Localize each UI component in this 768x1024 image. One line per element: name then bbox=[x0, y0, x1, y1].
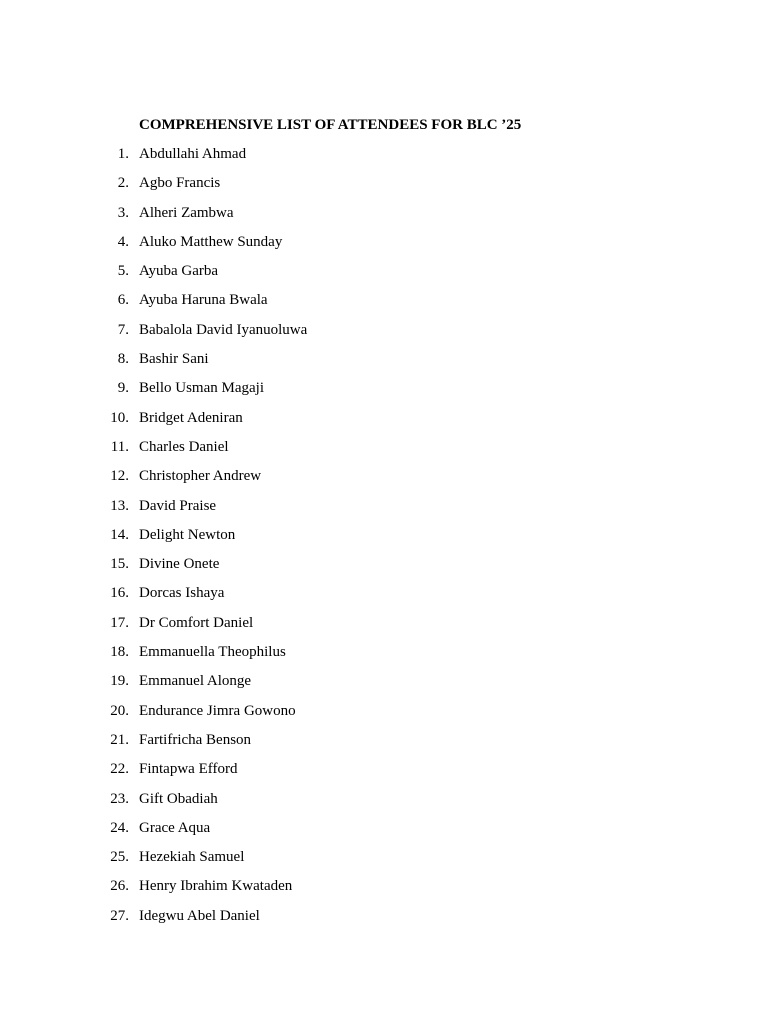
list-item-number: 4. bbox=[117, 233, 129, 250]
list-item-number: 11. bbox=[110, 438, 129, 455]
attendee-name: Christopher Andrew bbox=[139, 468, 262, 485]
attendee-name: Bello Usman Magaji bbox=[139, 380, 264, 397]
list-item-number: 21. bbox=[110, 731, 129, 748]
attendee-name: Emmanuel Alonge bbox=[139, 673, 252, 690]
list-item-number: 17. bbox=[110, 614, 129, 631]
attendee-name: Endurance Jimra Gowono bbox=[139, 702, 296, 719]
list-item-number: 3. bbox=[117, 204, 129, 221]
attendee-name: Grace Aqua bbox=[139, 819, 211, 836]
list-item-number: 12. bbox=[110, 468, 129, 485]
list-item-number: 9. bbox=[117, 380, 129, 397]
document-title: COMPREHENSIVE LIST OF ATTENDEES FOR BLC ’25 bbox=[139, 117, 522, 133]
attendee-name: Fartifricha Benson bbox=[139, 731, 252, 748]
attendee-name: Delight Newton bbox=[139, 526, 236, 543]
attendee-name: Agbo Francis bbox=[139, 175, 221, 192]
list-item-number: 16. bbox=[110, 585, 129, 602]
list-item-number: 5. bbox=[117, 263, 129, 280]
list-item-number: 25. bbox=[110, 849, 129, 866]
list-item-number: 24. bbox=[110, 819, 129, 836]
attendee-name: Bashir Sani bbox=[139, 351, 209, 368]
list-item-number: 13. bbox=[110, 497, 129, 514]
list-item-number: 19. bbox=[110, 673, 129, 690]
attendee-name: Babalola David Iyanuoluwa bbox=[139, 321, 308, 338]
attendee-name: Bridget Adeniran bbox=[139, 409, 243, 426]
list-item-number: 15. bbox=[110, 556, 129, 573]
attendee-name: Henry Ibrahim Kwataden bbox=[139, 878, 293, 895]
list-item-number: 6. bbox=[117, 292, 129, 309]
list-item-number: 10. bbox=[110, 409, 129, 426]
attendee-name: Aluko Matthew Sunday bbox=[139, 233, 283, 250]
attendee-name: Ayuba Garba bbox=[139, 263, 219, 280]
attendee-name: Alheri Zambwa bbox=[139, 204, 234, 221]
attendee-name: Charles Daniel bbox=[139, 438, 229, 455]
list-item-number: 8. bbox=[117, 351, 129, 368]
attendee-name: Dorcas Ishaya bbox=[139, 585, 225, 602]
attendee-name: Hezekiah Samuel bbox=[139, 849, 245, 866]
attendee-name: Ayuba Haruna Bwala bbox=[139, 292, 268, 309]
list-item-number: 18. bbox=[110, 644, 129, 661]
list-item-number: 14. bbox=[110, 526, 129, 543]
attendee-name: Gift Obadiah bbox=[139, 790, 218, 807]
attendee-name: David Praise bbox=[139, 497, 217, 514]
list-item-number: 20. bbox=[110, 702, 129, 719]
attendee-name: Divine Onete bbox=[139, 556, 220, 573]
attendee-name: Abdullahi Ahmad bbox=[139, 146, 247, 162]
list-item-number: 1. bbox=[117, 146, 129, 162]
list-item-number: 2. bbox=[117, 175, 129, 192]
attendee-name: Idegwu Abel Daniel bbox=[139, 907, 260, 924]
attendee-name: Fintapwa Efford bbox=[139, 761, 238, 778]
attendee-name: Emmanuella Theophilus bbox=[139, 644, 286, 661]
list-item-number: 26. bbox=[110, 878, 129, 895]
list-item-number: 27. bbox=[110, 907, 129, 924]
list-item-number: 22. bbox=[110, 761, 129, 778]
attendee-name: Dr Comfort Daniel bbox=[139, 614, 254, 631]
list-item-number: 23. bbox=[110, 790, 129, 807]
list-item-number: 7. bbox=[117, 321, 129, 338]
